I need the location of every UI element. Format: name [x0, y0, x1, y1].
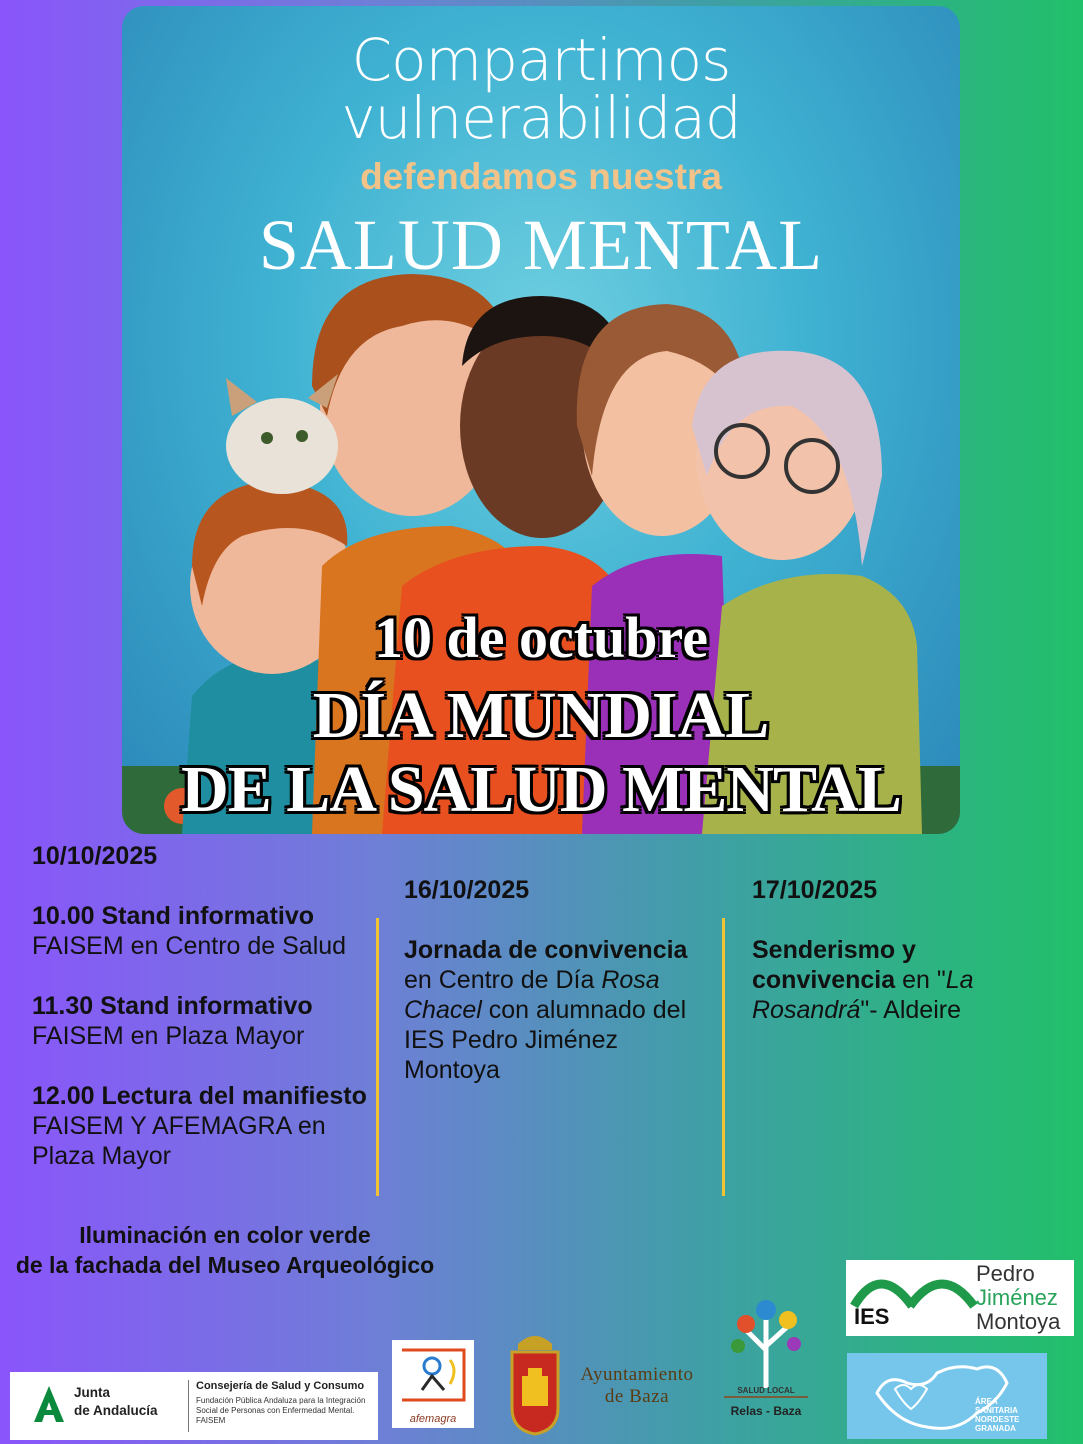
schedule-day-2	[404, 876, 714, 1115]
event-item	[32, 901, 372, 961]
salud-local-logo	[722, 1290, 810, 1428]
event-text: con alumnado del IES Pedro Jiménez Montoya	[404, 996, 687, 1084]
event-location: FAISEM Y AFEMAGRA en Plaza Mayor	[32, 1112, 326, 1170]
ayuntamiento-line-2: de Baza	[604, 1386, 670, 1407]
tree-icon	[722, 1290, 810, 1390]
event-location: FAISEM en Plaza Mayor	[32, 1022, 305, 1050]
ies-name-2: Jiménez	[976, 1285, 1058, 1310]
column-divider	[376, 918, 379, 1196]
date-banner: 10 de octubre	[373, 605, 708, 670]
title-line-1: Compartimos	[351, 26, 731, 94]
event-time-title: 12.00 Lectura del manifiesto	[32, 1082, 367, 1110]
junta-name	[74, 1384, 158, 1420]
day-1-date: 10/10/2025	[32, 842, 158, 870]
poster-image	[122, 6, 960, 834]
illumination-line-2: de la fachada del Museo Arqueológico	[15, 1252, 435, 1278]
consejeria-label: Consejería de Salud y Consumo	[196, 1380, 365, 1392]
event-item	[32, 991, 372, 1051]
area-line-3: NORDESTE	[975, 1415, 1020, 1424]
area-line-2: SANITARIA	[975, 1406, 1018, 1415]
event-title: Jornada de convivencia	[404, 936, 688, 964]
area-sanitaria-label	[975, 1397, 1019, 1433]
event-title: Senderismo y convivencia	[752, 936, 916, 994]
ies-name-1: Pedro	[976, 1261, 1035, 1286]
headline: SALUD MENTAL	[258, 205, 824, 285]
column-divider	[722, 918, 725, 1196]
afemagra-label: afemagra	[409, 1413, 457, 1425]
event-venue: Rosa Chacel	[404, 966, 660, 1024]
ies-label: IES	[854, 1304, 890, 1329]
baza-coat-of-arms-icon	[508, 1328, 562, 1436]
event-time-title: 11.30 Stand informativo	[32, 992, 313, 1020]
salud-local-label: SALUD LOCAL	[737, 1386, 795, 1395]
ies-name	[976, 1262, 1060, 1334]
event-venue: La Rosandrá	[752, 966, 974, 1024]
ayuntamiento-baza-label	[574, 1364, 700, 1408]
junta-a-icon	[32, 1384, 66, 1424]
day-3-date: 17/10/2025	[752, 876, 878, 904]
relas-baza-label: Relas - Baza	[730, 1404, 802, 1418]
title-line-2: vulnerabilidad	[341, 84, 741, 152]
junta-line-1: Junta	[74, 1385, 111, 1400]
ayuntamiento-line-1: Ayuntamiento	[580, 1364, 694, 1385]
event-item	[752, 935, 1062, 1025]
ies-name-3: Montoya	[976, 1309, 1061, 1334]
afemagra-logo	[392, 1340, 474, 1428]
event-location: FAISEM en Centro de Salud	[32, 932, 347, 960]
area-line-1: ÁREA	[975, 1397, 998, 1406]
event-title-line-2: DE LA SALUD MENTAL	[181, 753, 901, 826]
subtitle: defendamos nuestra	[360, 156, 722, 197]
faisem-label: Fundación Pública Andaluza para la Integración Social de Personas con Enfermedad Mental. FAISEM	[196, 1396, 366, 1425]
event-title-line-1: DÍA MUNDIAL	[312, 679, 770, 752]
illumination-line-1: Iluminación en color verde	[79, 1222, 371, 1248]
divider	[188, 1380, 189, 1432]
day-2-date: 16/10/2025	[404, 876, 530, 904]
area-sanitaria-logo	[847, 1353, 1047, 1439]
afemagra-icon	[392, 1340, 474, 1410]
schedule-day-1	[32, 842, 372, 1201]
area-line-4: GRANADA	[975, 1424, 1016, 1433]
event-item	[404, 935, 714, 1085]
event-text: en Centro de Día	[404, 966, 602, 994]
event-item	[32, 1081, 372, 1171]
event-text: "- Aldeire	[860, 996, 961, 1024]
illumination-note	[0, 1220, 450, 1280]
schedule-day-3	[752, 876, 1062, 1055]
event-time-title: 10.00 Stand informativo	[32, 902, 315, 930]
junta-andalucia-logo	[10, 1372, 378, 1440]
event-text: en "	[895, 966, 946, 994]
cat-figure	[226, 374, 338, 494]
junta-line-2: de Andalucía	[74, 1403, 158, 1418]
